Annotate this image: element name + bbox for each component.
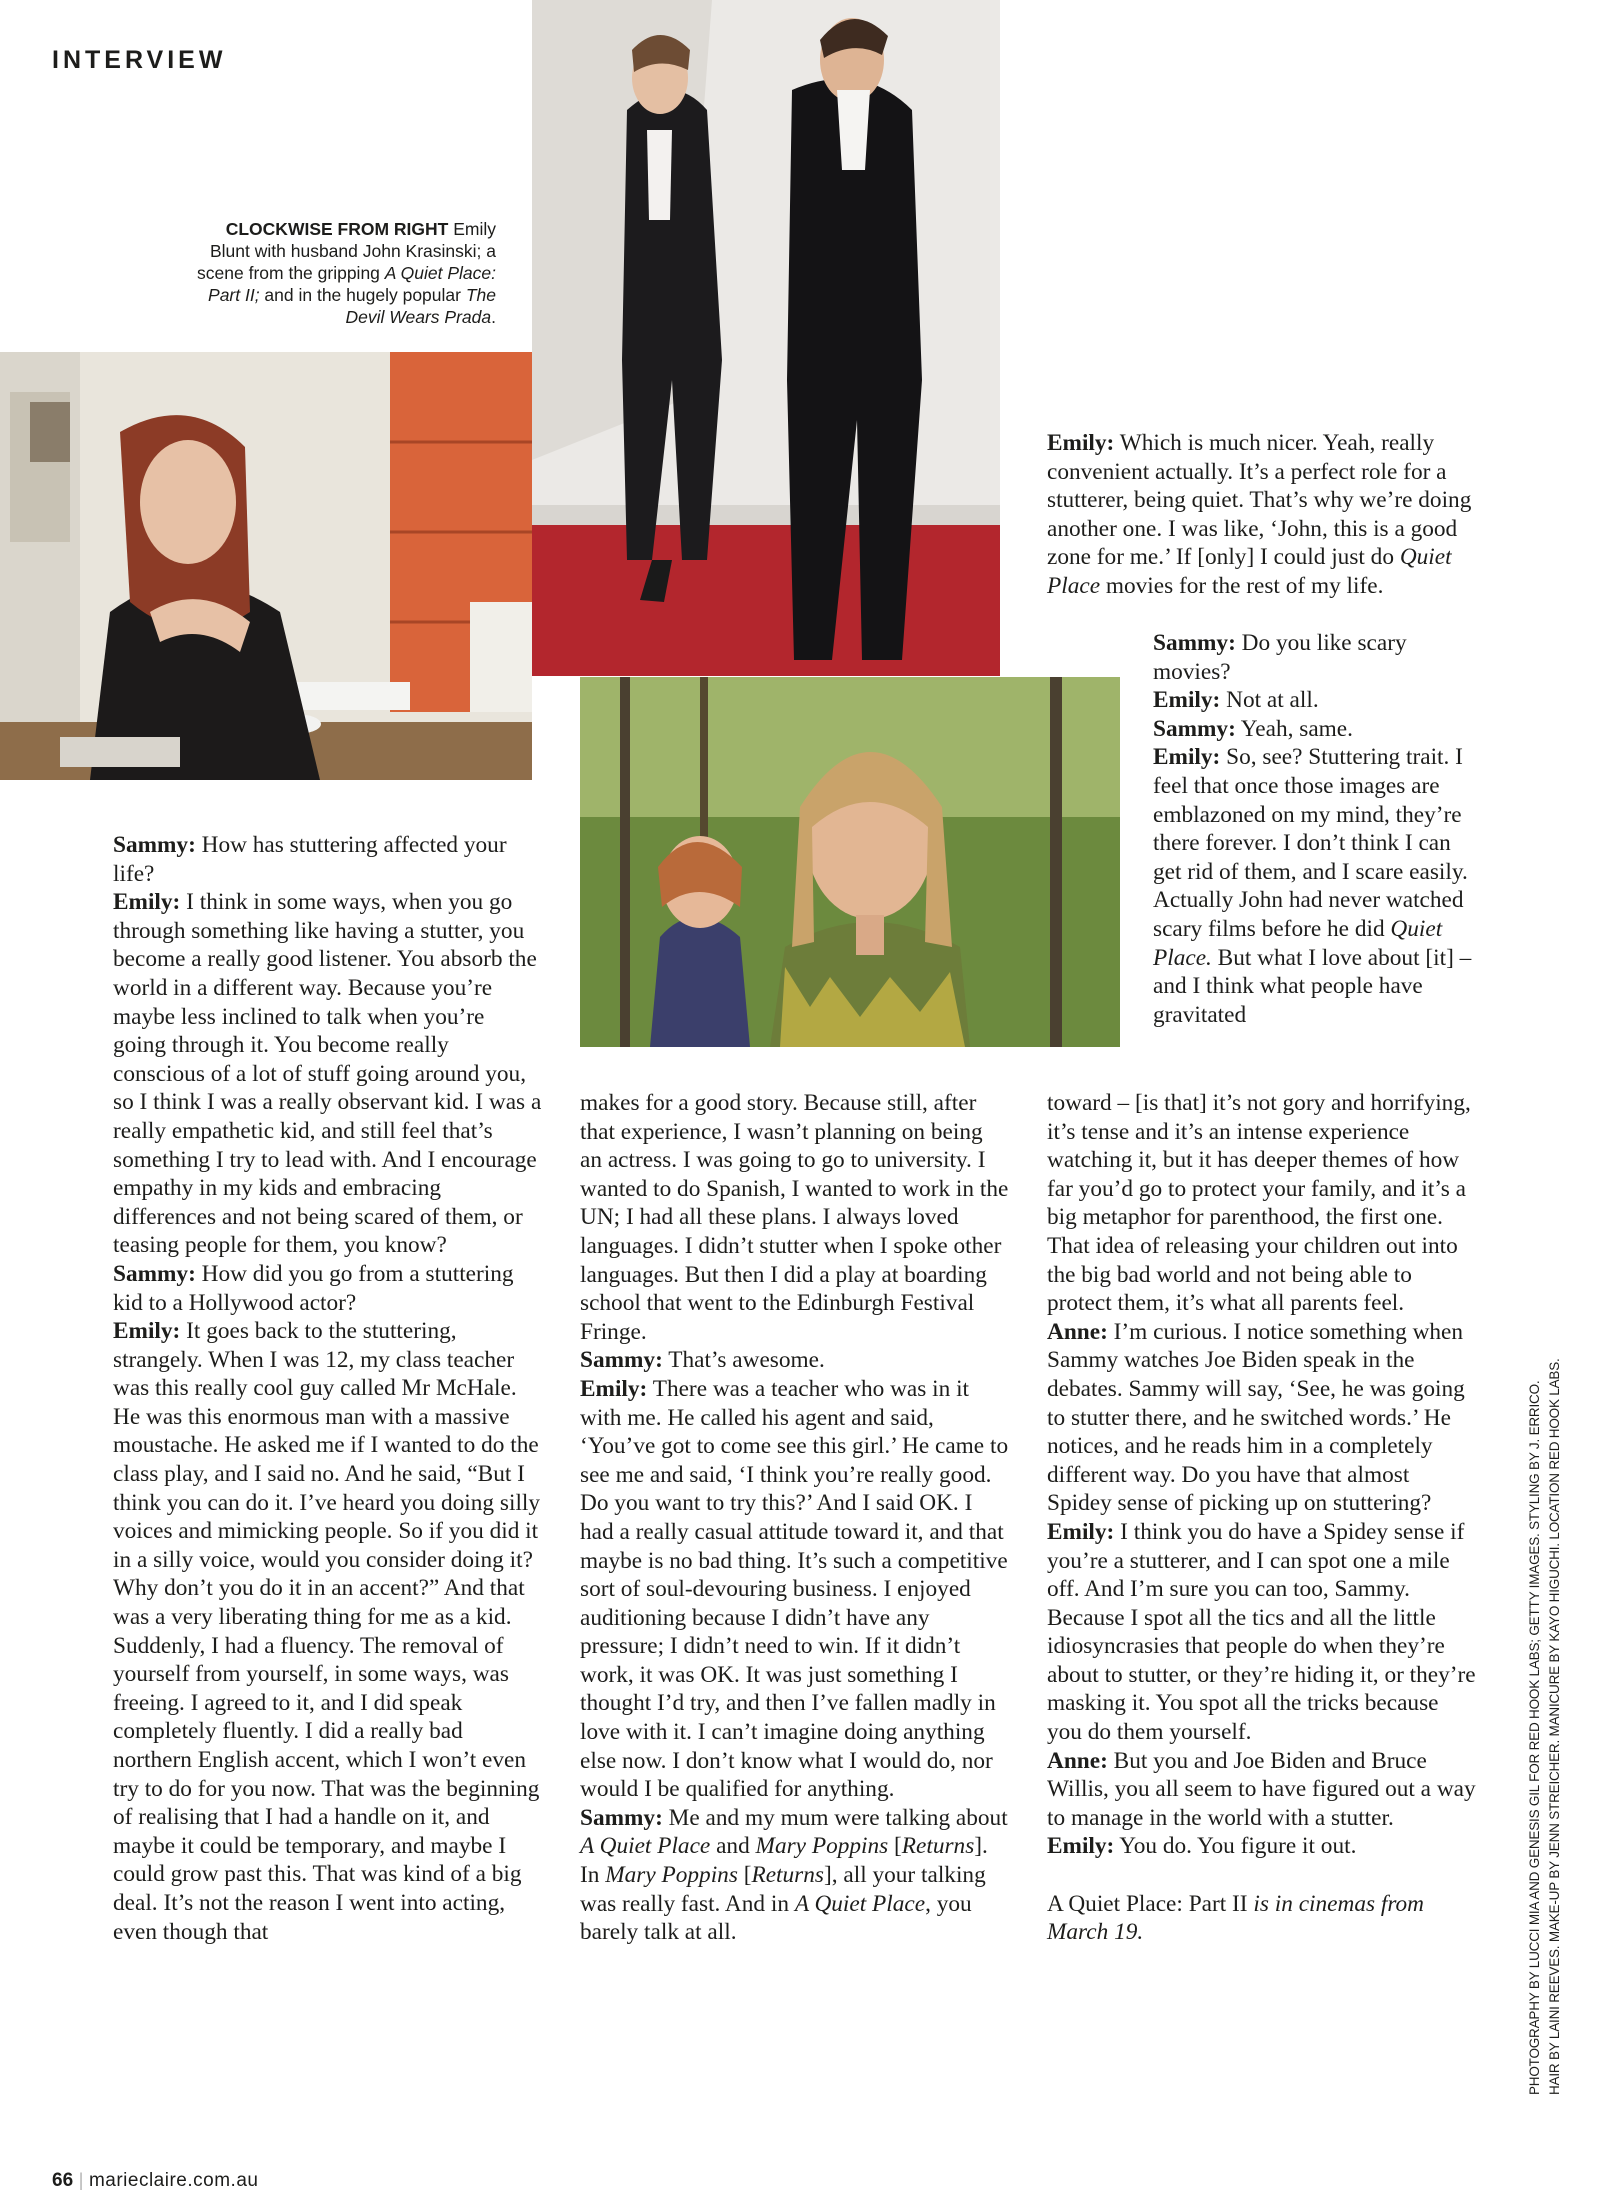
- paragraph-text: [: [888, 1833, 902, 1860]
- film-title: Mary Poppins: [605, 1862, 738, 1889]
- paragraph-text: But you and Joe Biden and Bruce Willis, you all seem to have figured out a way to manage in the world with a stutter.: [1047, 1747, 1476, 1831]
- paragraph-text: So, see? Stuttering trait. I feel that once those images are emblazoned on my mind, they’re there forever. I don’t think I can get rid of them, and I scare easily. Actually John had never watched scary films before he did: [1153, 744, 1468, 942]
- paragraph-text: That’s awesome.: [662, 1347, 825, 1374]
- caption-film: A Quiet Place: Part II;: [208, 263, 496, 305]
- interview-paragraph: [113, 831, 543, 888]
- paragraph-text: and: [710, 1833, 756, 1860]
- interview-paragraph: [113, 888, 543, 1260]
- speaker-label: Sammy:: [580, 1804, 663, 1831]
- speaker-label: Emily:: [113, 889, 181, 916]
- photo-devil-wears-prada: [0, 352, 532, 780]
- speaker-label: Emily:: [580, 1375, 648, 1402]
- film-title: Returns: [751, 1862, 824, 1889]
- speaker-label: Emily:: [113, 1318, 181, 1345]
- film-title: Mary Poppins: [755, 1833, 889, 1860]
- photo-a-quiet-place-still: [580, 677, 1120, 1047]
- film-title: Quiet Place: [1047, 544, 1452, 599]
- paragraph-text: ]. In: [580, 1833, 988, 1889]
- caption-text: .: [491, 307, 496, 327]
- interview-paragraph: [1153, 743, 1483, 1029]
- interview-paragraph: makes for a good story. Because still, after that experience, I wasn’t planning on being an actress. I was going to go to university. I wanted to do Spanish, I wanted to work in the UN; I had all these plans. I always loved languages. I didn’t stutter when I spoke other languages. But then I did a play at boarding school that went to the Edinburgh Festival Fringe.: [580, 1090, 1009, 1345]
- film-title: A Quiet Place: [580, 1833, 711, 1860]
- paragraph-text: There was a teacher who was in it with me. He called his agent and said, ‘You’ve got to come see this girl.’ He came to see me and said, ‘I think you’re really good. Do you want to try this?’ And I said OK. I had a really casual attitude toward it, and that maybe is no bad thing. It’s such a competitive sort of soul-devouring business. I enjoyed auditioning because I didn’t have any pressure; I didn’t need to win. If it didn’t work, it was OK. It was just something I thought I’d try, and then I’ve fallen madly in love with it. I can’t imagine doing anything else now. I don’t know what I would do, nor would I be qualified for anything.: [580, 1375, 1009, 1803]
- article-column-1: [113, 831, 543, 1946]
- paragraph-text: , you barely talk at all.: [580, 1890, 972, 1946]
- speaker-label: Emily:: [1047, 1518, 1115, 1545]
- article-column-3-bottom: [1047, 1089, 1477, 1947]
- interview-paragraph: [580, 1375, 1010, 1804]
- interview-paragraph: [113, 1260, 543, 1317]
- caption-text: Emily Blunt with husband John Krasinski; a scene from the gripping: [197, 219, 496, 283]
- caption-lead: CLOCKWISE FROM RIGHT: [225, 219, 449, 239]
- paragraph-spacer: [1047, 1861, 1477, 1890]
- interview-paragraph: [1153, 629, 1483, 686]
- photo-credits: [1525, 1358, 1565, 2095]
- site-url: marieclaire.com.au: [88, 2170, 259, 2191]
- page-footer: [52, 2170, 258, 2192]
- interview-paragraph: [1047, 429, 1477, 601]
- caption-text: and in the hugely popular: [259, 285, 466, 305]
- interview-paragraph: [580, 1804, 1010, 1947]
- tagline-title: A Quiet Place: Part II: [1047, 1890, 1248, 1917]
- speaker-label: Emily:: [1047, 1833, 1115, 1860]
- speaker-label: Emily:: [1047, 430, 1115, 456]
- article-column-2: [580, 1089, 1010, 1947]
- photo-caption: [190, 218, 496, 328]
- speaker-label: Sammy:: [113, 832, 196, 858]
- paragraph-text: ], all your talking was really fast. And in: [580, 1862, 986, 1917]
- footer-separator: |: [79, 2170, 83, 2191]
- paragraph-text: You do. You figure it out.: [1114, 1833, 1357, 1860]
- speaker-label: Anne:: [1047, 1747, 1108, 1774]
- interview-paragraph: [1153, 715, 1483, 744]
- paragraph-text: [: [737, 1862, 752, 1889]
- paragraph-text: movies for the rest of my life.: [1100, 572, 1384, 599]
- paragraph-text: How has stuttering affected your life?: [113, 832, 507, 887]
- article-column-3-top: [1047, 429, 1477, 601]
- article-column-3-narrow: [1153, 629, 1483, 1029]
- paragraph-text: It goes back to the stuttering, strangely. When I was 12, my class teacher was this really cool guy called Mr McHale. He was this enormous man with a massive moustache. He asked me if I wanted to do the class play, and I said no. And he said, “But I think you can do it. I’ve heard you doing silly voices and mimicking people. So if you did it in a silly voice, would you consider doing it? Why don’t you do it in an accent?” And that was a very liberating thing for me as a kid. Suddenly, I had a fluency. The removal of yourself from yourself, in some ways, was freeing. I agreed to it, and I did speak completely fluently. I did a really bad northern English accent, which I won’t even try to do for you now. That was the beginning of realising that I had a handle on it, and maybe it could be temporary, and maybe I could grow past this. That was kind of a big deal. It’s not the reason I went into acting, even though that: [113, 1318, 541, 1945]
- paragraph-text: How did you go from a stuttering kid to a Hollywood actor?: [113, 1260, 514, 1316]
- page-number: 66: [52, 2170, 74, 2191]
- interview-paragraph: [1047, 1747, 1477, 1833]
- speaker-label: Sammy:: [1153, 630, 1236, 656]
- speaker-label: Sammy:: [1153, 715, 1236, 742]
- section-label: INTERVIEW: [52, 46, 227, 74]
- caption-film: The Devil Wears Prada: [345, 285, 496, 327]
- paragraph-text: I’m curious. I notice something when Sammy watches Joe Biden speak in the debates. Sammy will say, ‘See, he was going to stutter there, and he switched words.’ He notices, and he reads him in a completely different way. Do you have that almost Spidey sense of picking up on stuttering?: [1047, 1318, 1465, 1517]
- interview-paragraph: [1153, 686, 1483, 715]
- paragraph-text: Me and my mum were talking about: [662, 1804, 1008, 1831]
- speaker-label: Emily:: [1153, 744, 1221, 771]
- speaker-label: Emily:: [1153, 687, 1221, 714]
- interview-paragraph: [113, 1317, 543, 1946]
- interview-paragraph: [1047, 1518, 1477, 1747]
- paragraph-text: Which is much nicer. Yeah, really convenient actually. It’s a perfect role for a stutterer, being quiet. That’s why we’re doing another one. I was like, ‘John, this is a good zone for me.’ If [only] I could just do: [1047, 430, 1472, 571]
- photo-red-carpet-couple: [532, 0, 1000, 676]
- credits-line: PHOTOGRAPHY BY LUCCI MIA AND GENESIS GIL FOR RED HOOK LABS; GETTY IMAGES. STYLING BY J. ERRICO.: [1527, 1380, 1542, 2095]
- interview-paragraph: [1047, 1832, 1477, 1861]
- tagline-text: is in cinemas from March 19.: [1047, 1890, 1425, 1946]
- release-tagline: [1047, 1890, 1477, 1947]
- interview-paragraph: toward – [is that] it’s not gory and horrifying, it’s tense and it’s an intense experience watching it, but it has deeper themes of how far you’d go to protect your family, and it’s a big metaphor for parenthood, the first one. That idea of releasing your children out into the big bad world and not being able to protect them, it’s what all parents feel.: [1047, 1090, 1471, 1317]
- film-title: Quiet Place.: [1153, 915, 1443, 971]
- speaker-label: Sammy:: [580, 1347, 663, 1374]
- film-title: A Quiet Place: [794, 1890, 926, 1917]
- paragraph-text: Yeah, same.: [1235, 715, 1353, 742]
- interview-paragraph: [580, 1346, 1010, 1375]
- paragraph-text: But what I love about [it] – and I think what people have gravitated: [1153, 944, 1472, 1028]
- paragraph-text: I think you do have a Spidey sense if you’re a stutterer, and I can spot one a mile off. And I’m sure you can too, Sammy. Because I spot all the tics and all the little idiosyncrasies that people do when they’re about to stutter, or they’re hiding it, or they’re masking it. You spot all the tricks because you do them yourself.: [1047, 1518, 1476, 1746]
- speaker-label: Anne:: [1047, 1318, 1108, 1345]
- paragraph-text: I think in some ways, when you go through something like having a stutter, you become a really good listener. You absorb the world in a different way. Because you’re maybe less inclined to talk when you’re going through it. You become really conscious of a lot of stuff going around you, so I think I was a really observant kid. I was a really empathetic kid, and still feel that’s something I try to lead with. And I encourage empathy in my kids and embracing differences and not being scared of them, or teasing people for them, you know?: [113, 889, 542, 1259]
- film-title: Returns: [901, 1833, 975, 1860]
- credits-line: HAIR BY LAINI REEVES. MAKE-UP BY JENN STREICHER. MANICURE BY KAYO HIGUCHI. LOCATION RED HOOK LABS.: [1547, 1358, 1562, 2095]
- paragraph-text: Not at all.: [1220, 687, 1319, 714]
- speaker-label: Sammy:: [113, 1260, 196, 1287]
- paragraph-text: Do you like scary movies?: [1153, 630, 1407, 685]
- interview-paragraph: [1047, 1318, 1477, 1518]
